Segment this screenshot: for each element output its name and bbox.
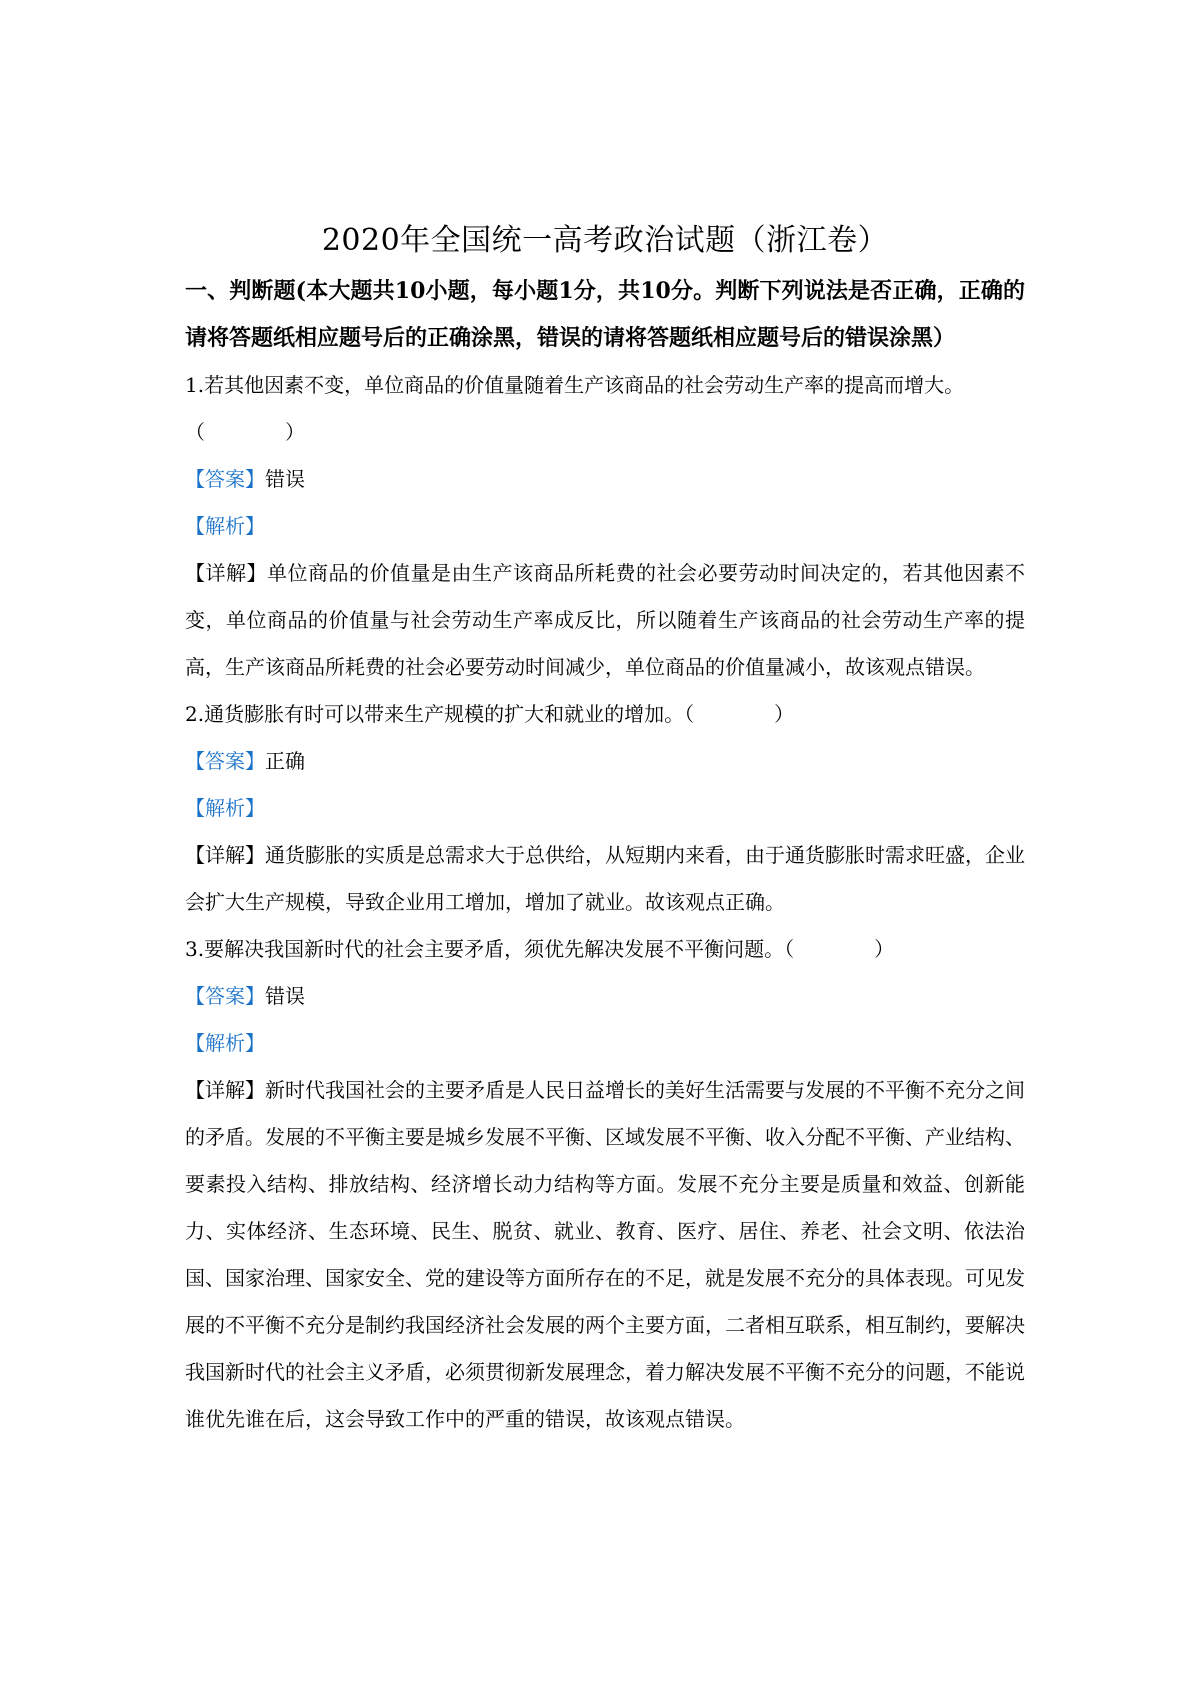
answer-paren-open: （ [185,420,205,444]
question-stem-text: 3.要解决我国新时代的社会主要矛盾，须优先解决发展不平衡问题。 [185,937,785,961]
page-title: 2020年全国统一高考政治试题（浙江卷） [321,223,889,258]
detail-text: 单位商品的价值量是由生产该商品所耗费的社会必要劳动时间决定的，若其他因素不变，单位商品的价值量与社会劳动生产率成反比，所以随着生产该商品的社会劳动生产率的提高，生产该商品所耗费的社会必要劳动时间减少，单位商品的价值量减小，故该观点错误。 [185,561,1025,679]
answer-paren-open: （ [684,702,695,726]
detail-text: 通货膨胀的实质是总需求大于总供给，从短期内来看，由于通货膨胀时需求旺盛，企业会扩大生产规模，导致企业用工增加，增加了就业。故该观点正确。 [185,843,1025,914]
answer-line [185,973,1025,1020]
detail-label: 【详解】 [185,1078,265,1102]
answer-label: 【答案】 [185,984,265,1008]
detail-paragraph [185,1067,1025,1443]
answer-value: 错误 [265,984,305,1008]
answer-paren-open: （ [784,937,795,961]
question-1 [185,362,1025,691]
answer-paren-close: ） [285,420,305,444]
question-stem [185,362,1025,456]
question-2 [185,691,1025,926]
detail-label: 【详解】 [185,561,267,585]
answer-line [185,738,1025,785]
answer-label: 【答案】 [185,467,265,491]
answer-paren-close: ） [774,702,795,726]
analysis-label: 【解析】 [185,1031,265,1055]
analysis-line [185,785,1025,832]
detail-paragraph [185,832,1025,926]
detail-paragraph [185,550,1025,691]
analysis-line [185,503,1025,550]
analysis-label: 【解析】 [185,514,265,538]
question-stem-text: 2.通货膨胀有时可以带来生产规模的扩大和就业的增加。 [185,702,685,726]
analysis-label: 【解析】 [185,796,265,820]
answer-line [185,456,1025,503]
document-page [185,218,1025,1443]
detail-text: 新时代我国社会的主要矛盾是人民日益增长的美好生活需要与发展的不平衡不充分之间的矛盾。发展的不平衡主要是城乡发展不平衡、区域发展不平衡、收入分配不平衡、产业结构、要素投入结构、排放结构、经济增长动力结构等方面。发展不充分主要是质量和效益、创新能力、实体经济、生态环境、民生、脱贫、就业、教育、医疗、居住、养老、社会文明、依法治国、国家治理、国家安全、党的建设等方面所存在的不足，就是发展不充分的具体表现。可见发展的不平衡不充分是制约我国经济社会发展的两个主要方面，二者相互联系，相互制约，要解决我国新时代的社会主义矛盾，必须贯彻新发展理念，着力解决发展不平衡不充分的问题，不能说谁优先谁在后，这会导致工作中的严重的错误，故该观点错误。 [185,1078,1025,1431]
answer-value: 错误 [265,467,305,491]
analysis-line [185,1020,1025,1067]
question-stem [185,691,1025,738]
question-stem [185,926,1025,973]
answer-paren-close: ） [874,937,895,961]
question-stem-text: 1.若其他因素不变，单位商品的价值量随着生产该商品的社会劳动生产率的提高而增大。 [185,373,965,397]
question-3 [185,926,1025,1443]
section-heading: 一、判断题(本大题共10小题，每小题1分，共10分。判断下列说法是否正确，正确的请将答题纸相应题号后的正确涂黑，错误的请将答题纸相应题号后的错误涂黑） [185,278,1025,351]
detail-label: 【详解】 [185,843,265,867]
answer-value: 正确 [265,749,305,773]
answer-label: 【答案】 [185,749,265,773]
